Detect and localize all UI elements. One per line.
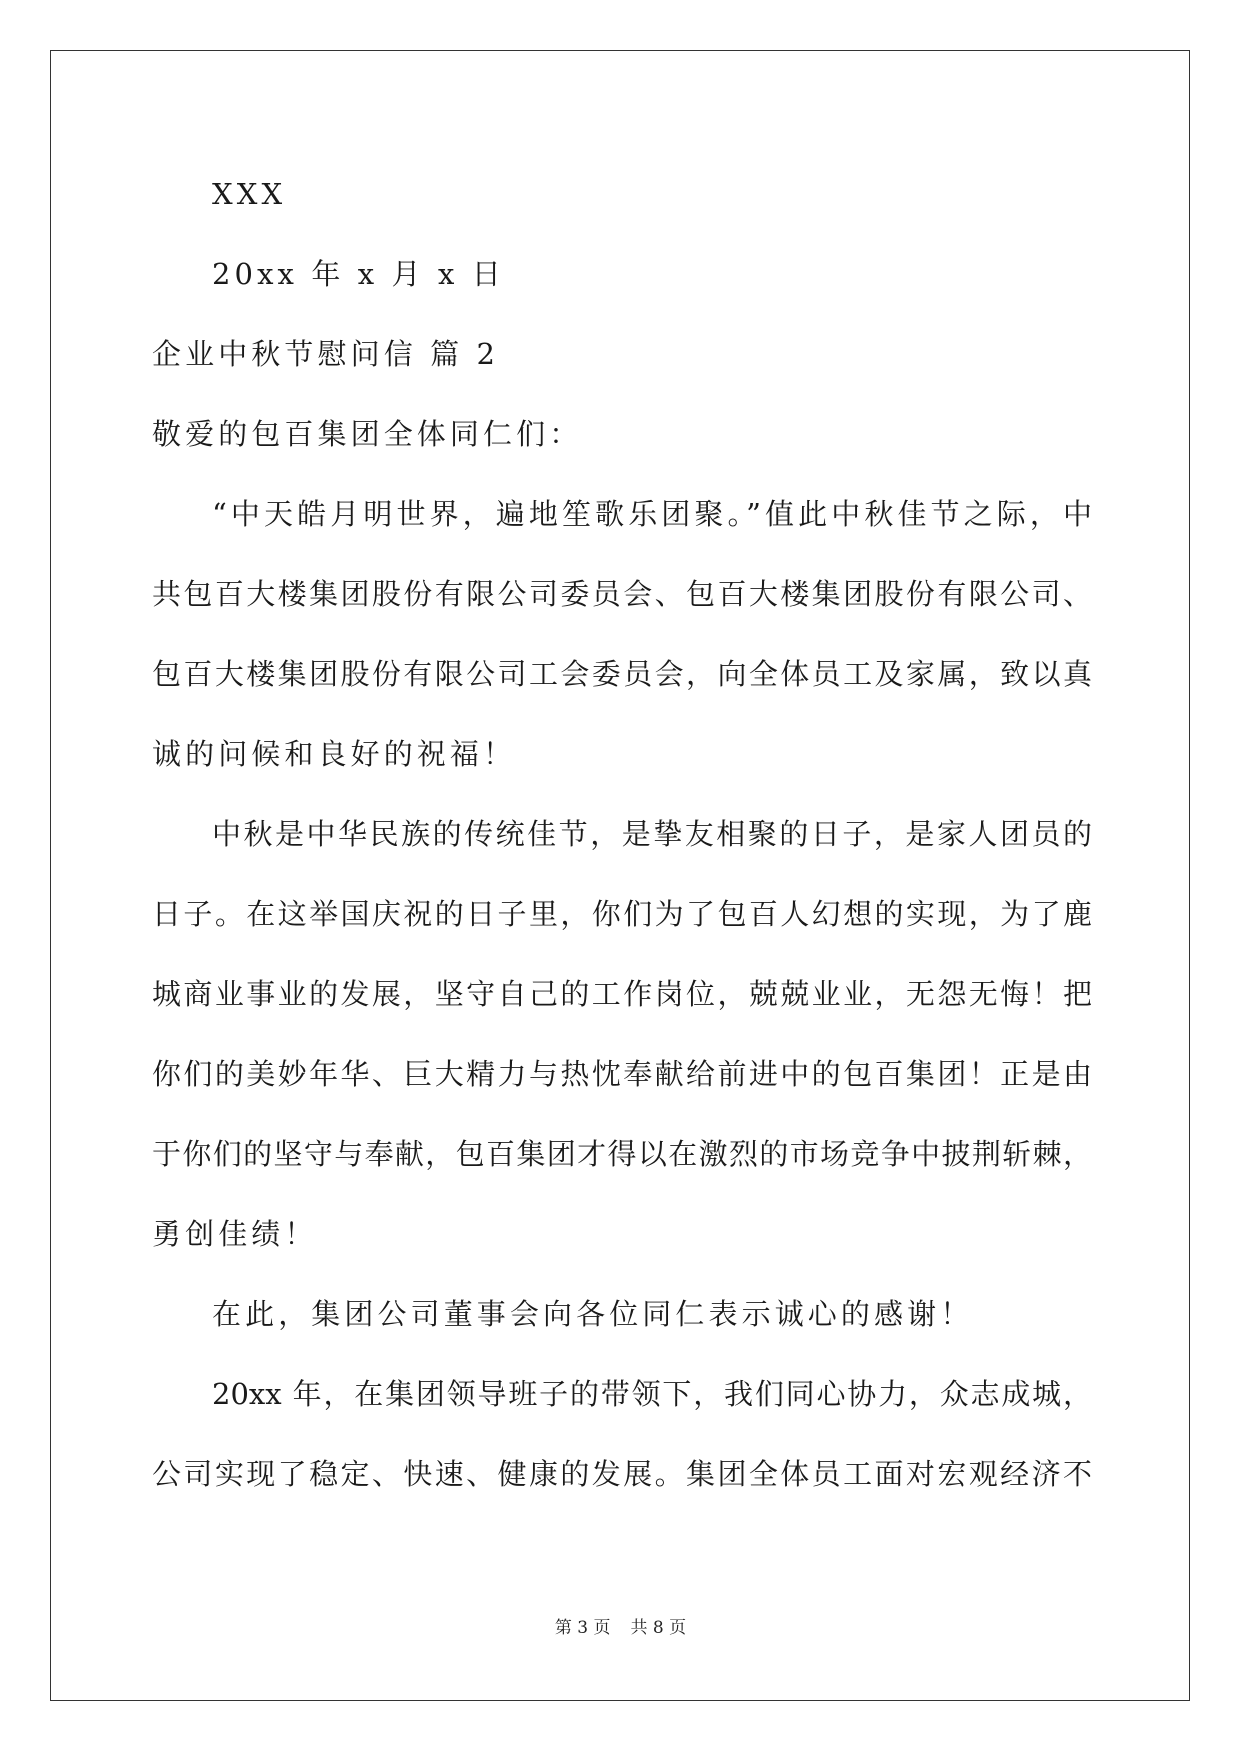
- paragraph-line: 公司实现了稳定、快速、健康的发展。集团全体员工面对宏观经济不: [152, 1457, 1092, 1491]
- paragraph-line: “中天皓月明世界，遍地笙歌乐团聚。”值此中秋佳节之际，中: [212, 497, 1092, 531]
- paragraph-line: 共包百大楼集团股份有限公司委员会、包百大楼集团股份有限公司、: [152, 577, 1092, 611]
- paragraph-line: 诚的问候和良好的祝福！: [152, 737, 517, 771]
- section-title: 企业中秋节慰问信 篇 2: [152, 337, 500, 371]
- paragraph-line: 包百大楼集团股份有限公司工会委员会，向全体员工及家属，致以真: [152, 657, 1092, 691]
- paragraph-line: 在此，集团公司董事会向各位同仁表示诚心的感谢！: [212, 1297, 974, 1331]
- page-number: 第 3 页: [554, 1618, 611, 1638]
- signature-name: XXX: [212, 177, 287, 211]
- paragraph-line: 城商业事业的发展，坚守自己的工作岗位，兢兢业业，无怨无悔！把: [152, 977, 1092, 1011]
- paragraph-line: 于你们的坚守与奉献，包百集团才得以在激烈的市场竞争中披荆斩棘，: [152, 1137, 1092, 1171]
- paragraph-line: 勇创佳绩！: [152, 1217, 318, 1251]
- paragraph-line: 20xx 年，在集团领导班子的带领下，我们同心协力，众志成城，: [212, 1377, 1092, 1411]
- page-footer: [0, 1617, 1241, 1639]
- paragraph-line: 日子。在这举国庆祝的日子里，你们为了包百人幻想的实现，为了鹿: [152, 897, 1092, 931]
- page-total: 共 8 页: [630, 1618, 687, 1638]
- paragraph-line: 你们的美妙年华、巨大精力与热忱奉献给前进中的包百集团！正是由: [152, 1057, 1092, 1091]
- paragraph-line: 中秋是中华民族的传统佳节，是挚友相聚的日子，是家人团员的: [212, 817, 1092, 851]
- salutation: 敬爱的包百集团全体同仁们：: [152, 417, 583, 451]
- signature-date: 20xx 年 x 月 x 日: [212, 257, 505, 291]
